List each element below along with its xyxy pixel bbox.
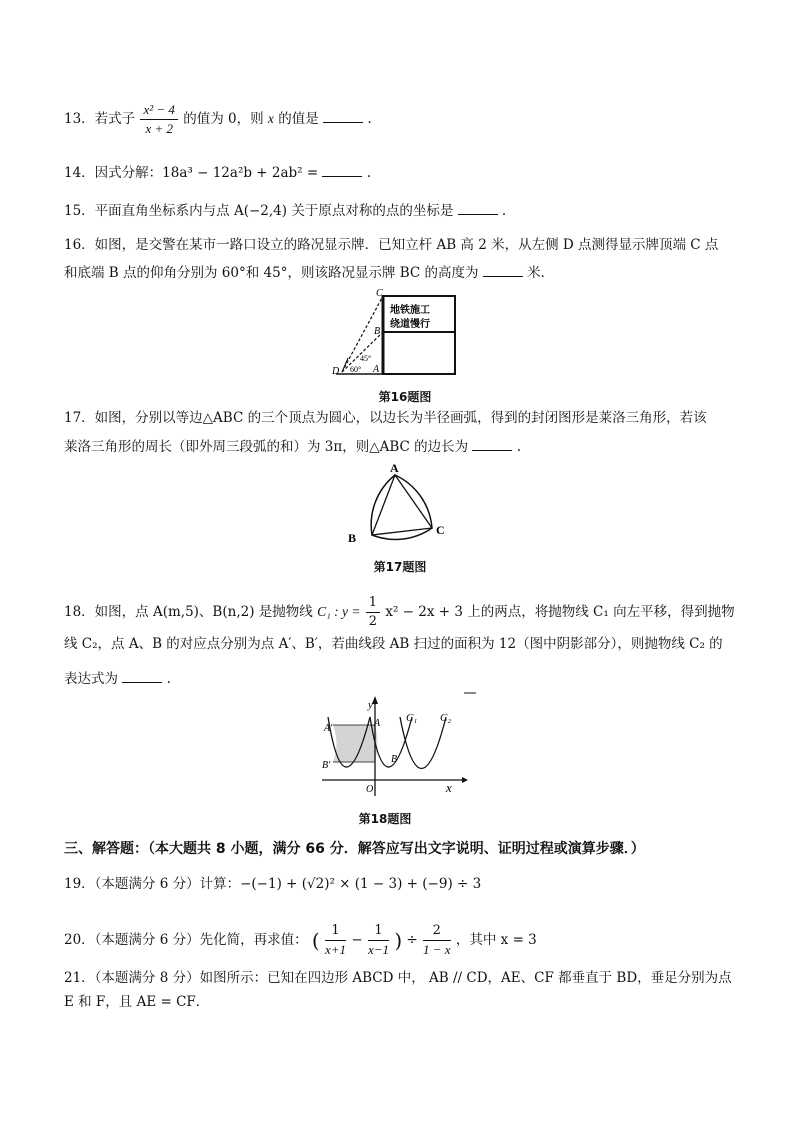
- q20-left-paren: (: [311, 928, 320, 953]
- q18-fraction-numerator: 1: [366, 594, 380, 613]
- label-a: A: [374, 718, 381, 729]
- q18-fraction: [366, 594, 380, 631]
- label-a: A: [373, 364, 380, 375]
- q17-caption: 第17题图: [373, 560, 427, 574]
- label-a: A: [390, 461, 399, 475]
- q20-right-paren: ): [394, 928, 403, 953]
- label-b: B: [391, 754, 398, 765]
- q18-fraction-denominator: 2: [368, 614, 378, 629]
- label-x: x: [446, 780, 452, 795]
- label-c: C: [436, 523, 445, 537]
- q14-answer-blank[interactable]: [322, 162, 362, 177]
- q20-f3-numerator: 2: [423, 922, 451, 941]
- q18-caption: 第18题图: [358, 812, 412, 826]
- label-b: B: [348, 531, 357, 545]
- q13-fraction: [140, 101, 177, 138]
- q18-text-a: 18．如图，点 A(m,5)、B(n,2) 是抛物线: [64, 604, 313, 620]
- q16-unit: 米．: [527, 265, 555, 281]
- q17-figure: [340, 460, 460, 548]
- question-16-line-2: [64, 262, 736, 283]
- label-c1: C₁: [406, 712, 418, 724]
- person-d: [342, 358, 348, 372]
- q20-fraction-1: [325, 922, 346, 959]
- sign-text-2: 绕道慢行: [390, 319, 430, 330]
- q20-f1-denominator: x+1: [325, 942, 347, 957]
- q16-answer-blank[interactable]: [483, 262, 523, 277]
- label-o: O: [366, 784, 374, 795]
- q20-tail: ，其中 x = 3: [455, 932, 537, 948]
- question-18-line-3: [64, 668, 736, 689]
- q20-f2-numerator: 1: [368, 922, 389, 941]
- q15-end: .: [501, 203, 507, 219]
- section-3-heading: 三、解答题：（本大题共 8 小题，满分 66 分．解答应写出文字说明、证明过程或演算步骤．）: [64, 841, 645, 857]
- q18-end: .: [166, 671, 171, 687]
- label-angle-60: 60°: [350, 365, 362, 374]
- parabola-c2: [400, 717, 446, 769]
- q17-text: 莱洛三角形的周长（即外周三段弧的和）为 3π，则△ABC 的边长为: [64, 439, 469, 455]
- question-14: [64, 162, 736, 183]
- q14-end: .: [366, 165, 372, 181]
- q13-text: 的值为 0，则: [183, 111, 264, 127]
- sign-text-1: 地铁施工: [390, 305, 430, 316]
- q15-text: 15．平面直角坐标系内与点 A(−2,4) 关于原点对称的点的坐标是: [64, 203, 454, 219]
- q13-tail: 的值是: [278, 111, 319, 127]
- triangle-abc: [372, 475, 432, 535]
- question-18-line-2: 线 C₂，点 A、B 的对应点分别为点 A′、B′，若曲线段 AB 扫过的面积为 12（图中阴影部分），则抛物线 C₂ 的: [64, 636, 723, 652]
- q14-text: 14．因式分解：18a³ − 12a²b + 2ab² =: [64, 165, 319, 181]
- y-axis-arrow: [372, 696, 378, 704]
- q13-fraction-denominator: x + 2: [145, 121, 173, 136]
- question-17-line-2: [64, 436, 736, 457]
- question-15: [64, 200, 736, 221]
- q17-end: .: [516, 439, 522, 455]
- q20-f3-denominator: 1 − x: [423, 942, 451, 957]
- q16-figure: [328, 286, 468, 378]
- q18-figure: [318, 692, 478, 800]
- q16-caption: 第16题图: [378, 390, 432, 404]
- question-21-line-1: 21．（本题满分 8 分）如图所示：已知在四边形 ABCD 中， AB // CD，AE、CF 都垂直于 BD，垂足分别为点: [64, 970, 732, 986]
- label-d: D: [332, 366, 340, 377]
- q20-f1-numerator: 1: [325, 922, 346, 941]
- question-19: 19．（本题满分 6 分）计算：−(−1) + (√2)² × (1 − 3) + (−9) ÷ 3: [64, 876, 482, 892]
- label-y: y: [368, 699, 373, 711]
- label-a-prime: A′: [324, 723, 333, 734]
- q20-divide: ÷: [406, 932, 418, 948]
- q17-answer-blank[interactable]: [472, 436, 512, 451]
- q13-end: .: [367, 111, 372, 127]
- label-b: B: [374, 326, 381, 337]
- q16-text: 和底端 B 点的仰角分别为 60°和 45°，则该路况显示牌 BC 的高度为: [64, 265, 479, 281]
- question-21-line-2: E 和 F，且 AE = CF．: [64, 994, 210, 1010]
- q18-text-c: x² − 2x + 3 上的两点，将抛物线 C₁ 向左平移，得到抛物: [385, 604, 735, 620]
- q15-answer-blank[interactable]: [458, 200, 498, 215]
- q18-text-b: C₁ : y =: [317, 604, 361, 619]
- q13-variable: x: [267, 111, 274, 126]
- q13-fraction-numerator: x² − 4: [140, 101, 177, 120]
- q20-fraction-3: [423, 922, 451, 959]
- question-13: [64, 101, 736, 138]
- q13-answer-blank[interactable]: [323, 108, 363, 123]
- question-17-line-1: 17．如图，分别以等边△ABC 的三个顶点为圆心，以边长为半径画弧，得到的封闭图形是莱洛三角形，若该: [64, 410, 707, 426]
- question-18-line-1: [64, 594, 736, 631]
- label-c2: C₂: [440, 712, 452, 724]
- shaded-region: [333, 725, 378, 762]
- question-16-line-1: 16．如图，是交警在某市一路口设立的路况显示牌．已知立杆 AB 高 2 米，从左侧 D 点测得显示牌顶端 C 点: [64, 237, 719, 253]
- sign-board-bottom: [383, 332, 455, 374]
- q20-prefix: 20．（本题满分 6 分）先化简，再求值：: [64, 932, 308, 948]
- q20-fraction-2: [368, 922, 389, 959]
- q20-f2-denominator: x−1: [367, 942, 390, 957]
- x-axis-arrow: [462, 777, 468, 783]
- q20-minus: −: [351, 932, 363, 948]
- q18-answer-blank[interactable]: [122, 668, 162, 683]
- q13-prefix: 13．若式子: [64, 111, 136, 127]
- label-c: C: [376, 288, 383, 299]
- label-b-prime: B′: [322, 760, 331, 771]
- q18-text: 表达式为: [64, 671, 118, 687]
- question-20: [64, 922, 736, 959]
- label-angle-45: 45°: [360, 354, 372, 363]
